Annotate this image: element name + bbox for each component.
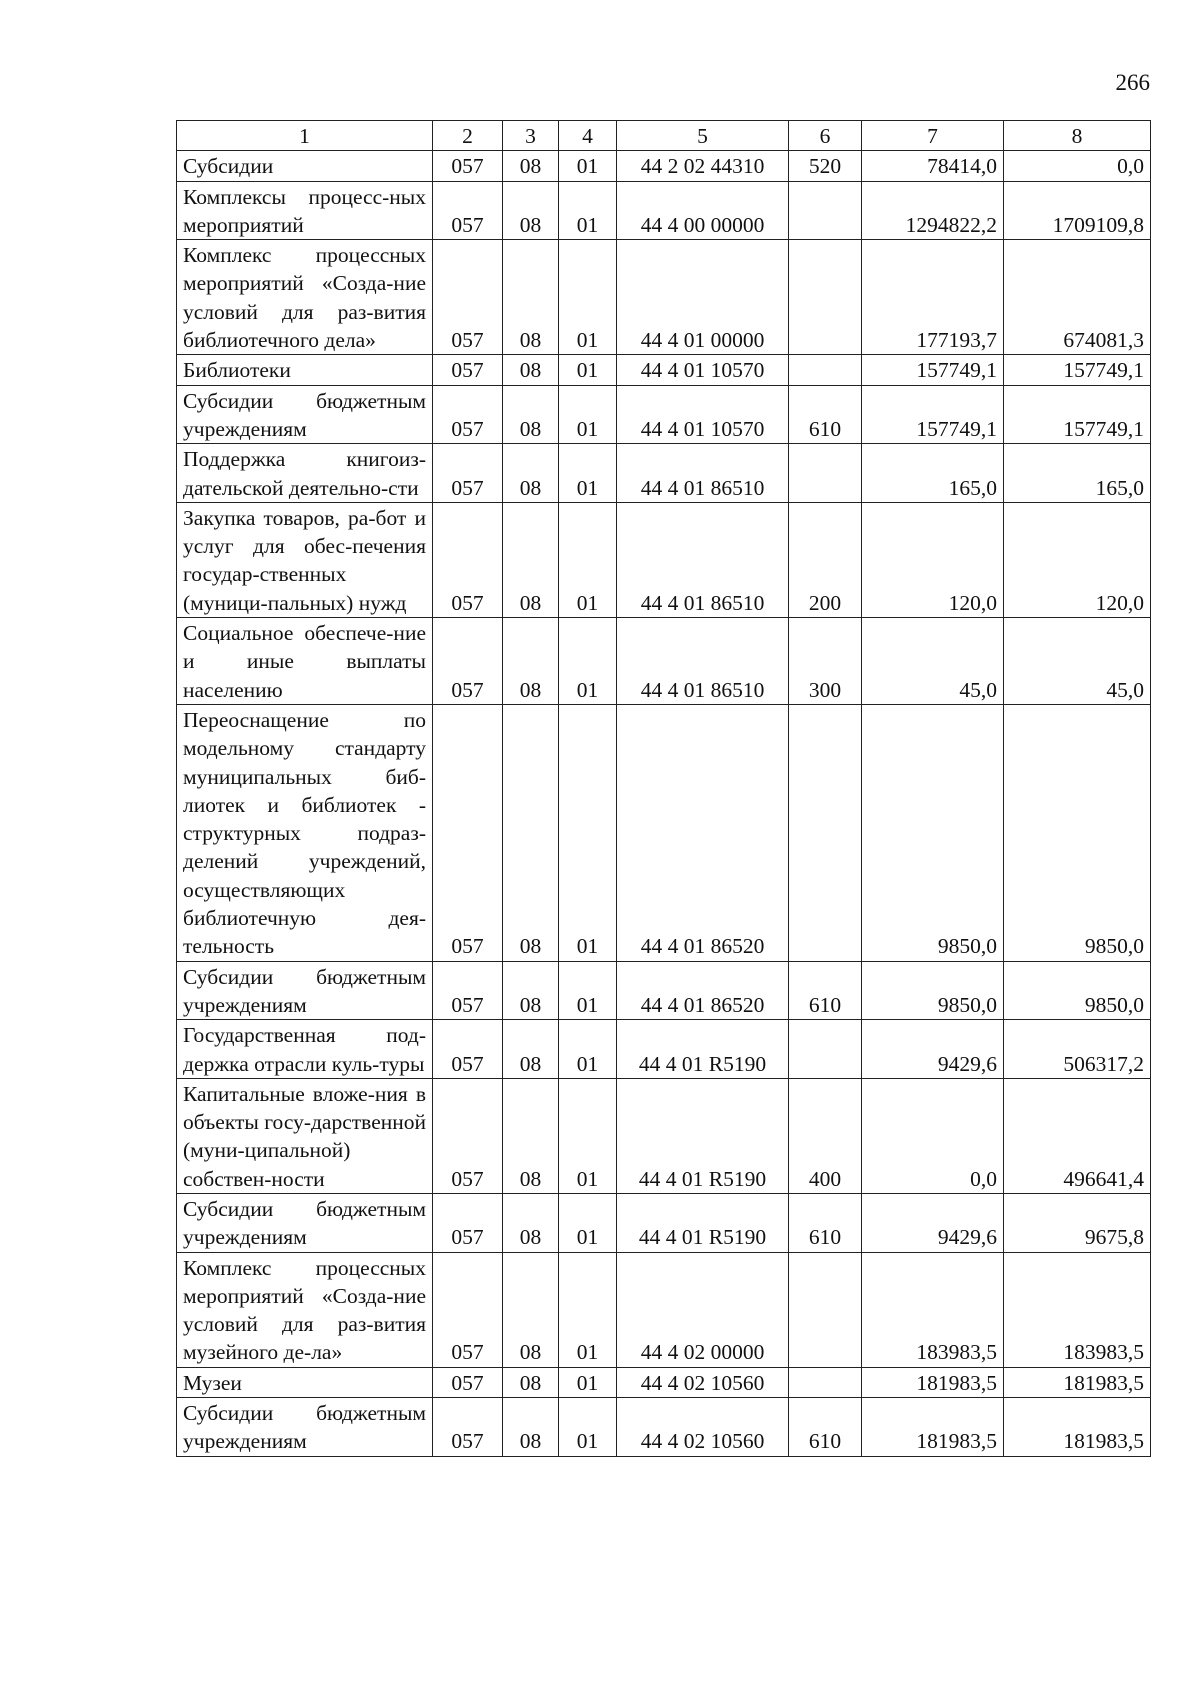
column-header: 8: [1004, 121, 1151, 151]
budget-table: [176, 120, 1151, 1457]
target-article-code: 44 4 01 86520: [617, 704, 789, 961]
amount-year-2: 9850,0: [1004, 961, 1151, 1020]
section-code: 08: [503, 1193, 559, 1252]
item-name: Закупка товаров, ра-бот и услуг для обес-печения государ-ственных (муници-пальных) нужд: [177, 502, 433, 617]
amount-year-2: 9850,0: [1004, 704, 1151, 961]
ministry-code: 057: [433, 1020, 503, 1079]
item-name: Государственная под-держка отрасли куль-туры: [177, 1020, 433, 1079]
item-name: Поддержка книгоиз-дательской деятельно-сти: [177, 444, 433, 503]
section-code: 08: [503, 961, 559, 1020]
table-row: [177, 1367, 1151, 1397]
amount-year-1: 78414,0: [862, 151, 1004, 181]
subsection-code: 01: [559, 1252, 617, 1367]
amount-year-1: 177193,7: [862, 240, 1004, 355]
target-article-code: 44 4 01 10570: [617, 385, 789, 444]
item-name: Субсидии бюджетным учреждениям: [177, 385, 433, 444]
amount-year-2: 181983,5: [1004, 1398, 1151, 1457]
item-name: Субсидии бюджетным учреждениям: [177, 1193, 433, 1252]
target-article-code: 44 4 01 00000: [617, 240, 789, 355]
table-row: [177, 502, 1151, 617]
amount-year-2: 157749,1: [1004, 355, 1151, 385]
amount-year-1: 9429,6: [862, 1193, 1004, 1252]
expense-type-code: 520: [789, 151, 862, 181]
expense-type-code: 610: [789, 1193, 862, 1252]
section-code: 08: [503, 1078, 559, 1193]
subsection-code: 01: [559, 1078, 617, 1193]
ministry-code: 057: [433, 1252, 503, 1367]
ministry-code: 057: [433, 151, 503, 181]
section-code: 08: [503, 618, 559, 705]
target-article-code: 44 4 01 R5190: [617, 1020, 789, 1079]
table-row: [177, 151, 1151, 181]
subsection-code: 01: [559, 1193, 617, 1252]
table-row: [177, 1078, 1151, 1193]
table-row: [177, 181, 1151, 240]
column-header: 3: [503, 121, 559, 151]
table-row: [177, 240, 1151, 355]
amount-year-1: 0,0: [862, 1078, 1004, 1193]
section-code: 08: [503, 385, 559, 444]
expense-type-code: [789, 1252, 862, 1367]
amount-year-2: 157749,1: [1004, 385, 1151, 444]
item-name: Социальное обеспече-ние и иные выплаты населению: [177, 618, 433, 705]
section-code: 08: [503, 240, 559, 355]
table-row: [177, 1193, 1151, 1252]
column-header: 1: [177, 121, 433, 151]
section-code: 08: [503, 502, 559, 617]
amount-year-1: 9429,6: [862, 1020, 1004, 1079]
expense-type-code: 610: [789, 961, 862, 1020]
amount-year-2: 496641,4: [1004, 1078, 1151, 1193]
item-name: Комплекс процессных мероприятий «Созда-ние условий для раз-вития музейного де-ла»: [177, 1252, 433, 1367]
expense-type-code: [789, 704, 862, 961]
item-name: Субсидии: [177, 151, 433, 181]
amount-year-2: 165,0: [1004, 444, 1151, 503]
amount-year-2: 183983,5: [1004, 1252, 1151, 1367]
ministry-code: 057: [433, 1078, 503, 1193]
amount-year-1: 183983,5: [862, 1252, 1004, 1367]
expense-type-code: 400: [789, 1078, 862, 1193]
section-code: 08: [503, 704, 559, 961]
table-row: [177, 704, 1151, 961]
ministry-code: 057: [433, 385, 503, 444]
amount-year-2: 45,0: [1004, 618, 1151, 705]
item-name: Музеи: [177, 1367, 433, 1397]
subsection-code: 01: [559, 618, 617, 705]
target-article-code: 44 4 01 86510: [617, 502, 789, 617]
column-header: 5: [617, 121, 789, 151]
table-row: [177, 1252, 1151, 1367]
section-code: 08: [503, 1398, 559, 1457]
item-name: Комплекс процессных мероприятий «Созда-ние условий для раз-вития библиотечного дела»: [177, 240, 433, 355]
section-code: 08: [503, 151, 559, 181]
subsection-code: 01: [559, 181, 617, 240]
amount-year-2: 181983,5: [1004, 1367, 1151, 1397]
column-header: 6: [789, 121, 862, 151]
ministry-code: 057: [433, 1367, 503, 1397]
table-row: [177, 1020, 1151, 1079]
amount-year-2: 674081,3: [1004, 240, 1151, 355]
item-name: Комплексы процесс-ных мероприятий: [177, 181, 433, 240]
target-article-code: 44 4 01 86520: [617, 961, 789, 1020]
amount-year-1: 45,0: [862, 618, 1004, 705]
page-number: 266: [1115, 70, 1150, 95]
expense-type-code: 200: [789, 502, 862, 617]
target-article-code: 44 4 01 86510: [617, 618, 789, 705]
subsection-code: 01: [559, 1367, 617, 1397]
expense-type-code: [789, 1367, 862, 1397]
table-row: [177, 1398, 1151, 1457]
ministry-code: 057: [433, 181, 503, 240]
amount-year-1: 9850,0: [862, 961, 1004, 1020]
expense-type-code: [789, 1020, 862, 1079]
ministry-code: 057: [433, 444, 503, 503]
section-code: 08: [503, 181, 559, 240]
subsection-code: 01: [559, 240, 617, 355]
subsection-code: 01: [559, 151, 617, 181]
ministry-code: 057: [433, 502, 503, 617]
ministry-code: 057: [433, 1398, 503, 1457]
amount-year-1: 157749,1: [862, 385, 1004, 444]
target-article-code: 44 4 01 R5190: [617, 1193, 789, 1252]
target-article-code: 44 4 01 86510: [617, 444, 789, 503]
amount-year-2: 9675,8: [1004, 1193, 1151, 1252]
column-header: 7: [862, 121, 1004, 151]
subsection-code: 01: [559, 444, 617, 503]
expense-type-code: 610: [789, 385, 862, 444]
expense-type-code: [789, 240, 862, 355]
section-code: 08: [503, 1020, 559, 1079]
expense-type-code: [789, 444, 862, 503]
ministry-code: 057: [433, 355, 503, 385]
section-code: 08: [503, 1367, 559, 1397]
amount-year-1: 9850,0: [862, 704, 1004, 961]
header-row: [177, 121, 1151, 151]
subsection-code: 01: [559, 1398, 617, 1457]
subsection-code: 01: [559, 704, 617, 961]
target-article-code: 44 4 01 10570: [617, 355, 789, 385]
table-row: [177, 618, 1151, 705]
amount-year-1: 181983,5: [862, 1367, 1004, 1397]
column-header: 2: [433, 121, 503, 151]
section-code: 08: [503, 355, 559, 385]
amount-year-2: 506317,2: [1004, 1020, 1151, 1079]
target-article-code: 44 2 02 44310: [617, 151, 789, 181]
item-name: Библиотеки: [177, 355, 433, 385]
table-row: [177, 961, 1151, 1020]
ministry-code: 057: [433, 1193, 503, 1252]
section-code: 08: [503, 1252, 559, 1367]
expense-type-code: [789, 181, 862, 240]
ministry-code: 057: [433, 618, 503, 705]
amount-year-2: 120,0: [1004, 502, 1151, 617]
ministry-code: 057: [433, 704, 503, 961]
item-name: Субсидии бюджетным учреждениям: [177, 961, 433, 1020]
section-code: 08: [503, 444, 559, 503]
amount-year-2: 0,0: [1004, 151, 1151, 181]
table-row: [177, 355, 1151, 385]
expense-type-code: 300: [789, 618, 862, 705]
expense-type-code: 610: [789, 1398, 862, 1457]
subsection-code: 01: [559, 355, 617, 385]
subsection-code: 01: [559, 1020, 617, 1079]
column-header: 4: [559, 121, 617, 151]
table-row: [177, 444, 1151, 503]
amount-year-1: 157749,1: [862, 355, 1004, 385]
table-row: [177, 385, 1151, 444]
subsection-code: 01: [559, 385, 617, 444]
subsection-code: 01: [559, 502, 617, 617]
item-name: Капитальные вложе-ния в объекты госу-дарственной (муни-ципальной) собствен-ности: [177, 1078, 433, 1193]
target-article-code: 44 4 02 10560: [617, 1367, 789, 1397]
expense-type-code: [789, 355, 862, 385]
amount-year-1: 1294822,2: [862, 181, 1004, 240]
amount-year-1: 120,0: [862, 502, 1004, 617]
ministry-code: 057: [433, 240, 503, 355]
subsection-code: 01: [559, 961, 617, 1020]
ministry-code: 057: [433, 961, 503, 1020]
target-article-code: 44 4 00 00000: [617, 181, 789, 240]
amount-year-2: 1709109,8: [1004, 181, 1151, 240]
target-article-code: 44 4 02 10560: [617, 1398, 789, 1457]
item-name: Переоснащение по модельному стандарту муниципальных биб-лиотек и библиотек - структурных подраз-делений учреждений, осуществляющих библиотечную дея-тельность: [177, 704, 433, 961]
item-name: Субсидии бюджетным учреждениям: [177, 1398, 433, 1457]
target-article-code: 44 4 02 00000: [617, 1252, 789, 1367]
amount-year-1: 181983,5: [862, 1398, 1004, 1457]
amount-year-1: 165,0: [862, 444, 1004, 503]
target-article-code: 44 4 01 R5190: [617, 1078, 789, 1193]
